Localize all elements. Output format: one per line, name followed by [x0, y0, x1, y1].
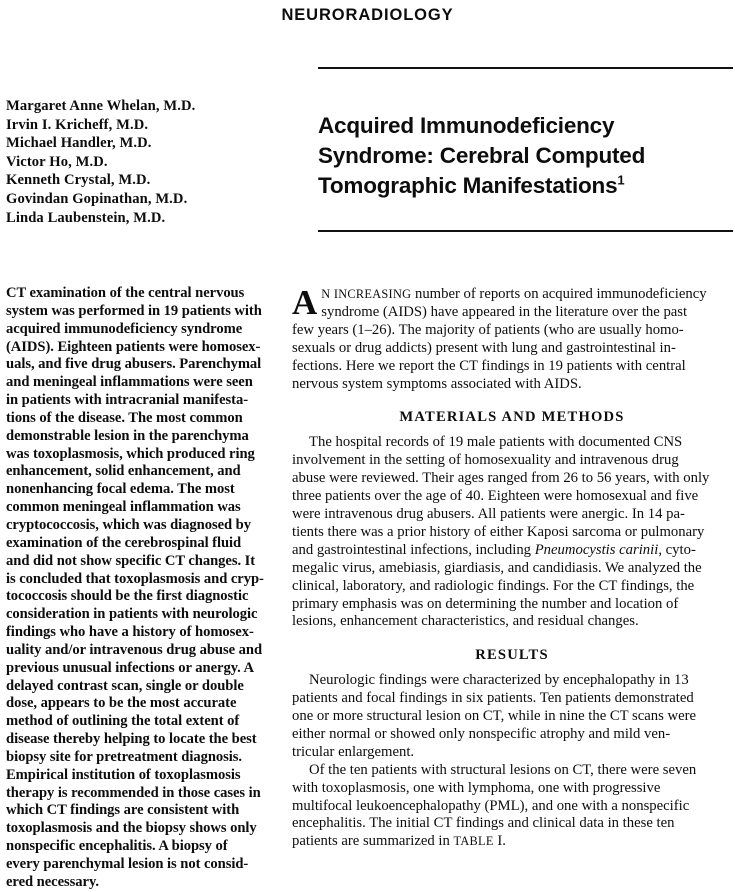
- abstract-line: every parenchymal lesion is not consid-: [6, 856, 249, 872]
- results-line: either normal or showed only nonspecific atrophy and mild ven-: [292, 725, 671, 742]
- abstract-line: examination of the cerebrospinal fluid: [6, 534, 242, 551]
- abstract-line: in patients with intracranial manifesta-: [6, 392, 249, 409]
- abstract-line: Empirical institution of toxoplasmosis: [6, 766, 241, 783]
- results-line-with-table-ref: [292, 833, 732, 851]
- author-name: Linda Laubenstein, M.D.: [6, 209, 166, 226]
- title-rule-top: [318, 67, 733, 69]
- intro-line: fections. Here we report the CT findings in 19 patients with central: [292, 357, 686, 374]
- author-name: Michael Handler, M.D.: [6, 135, 152, 152]
- intro-line: few years (1–26). The majority of patients (who are usually homo-: [292, 321, 684, 338]
- author-name: Margaret Anne Whelan, M.D.: [6, 98, 196, 114]
- abstract-line: previous unusual infections or anergy. A: [6, 659, 255, 676]
- intro-paragraph: [292, 283, 732, 393]
- abstract-line: findings who have a history of homosex-: [6, 624, 254, 641]
- materials-line: three patients over the age of 40. Eighteen were homosexual and five: [292, 488, 699, 505]
- species-name: Pneumocystis carinii: [534, 541, 659, 558]
- abstract-line: and meningeal inflammations were seen: [6, 374, 253, 391]
- abstract-line: dose, appears to be the most accurate: [6, 695, 237, 712]
- title-line-2: Syndrome: Cerebral Computed: [318, 143, 646, 169]
- body-column: [292, 283, 732, 851]
- abstract-line: (AIDS). Eighteen patients were homosex-: [6, 338, 261, 355]
- materials-line: lesions, enhancement characteristics, and residual changes.: [292, 613, 639, 630]
- intro-smallcaps: N INCREASING: [321, 287, 412, 301]
- abstract-line: toxoplasmosis and the biopsy shows only: [6, 820, 257, 837]
- abstract-line: and did not show specific CT changes. It: [6, 552, 256, 569]
- materials-paragraph: [292, 434, 732, 631]
- results-line: tricular enlargement.: [292, 743, 415, 760]
- abstract-line: disease thereby helping to locate the best: [6, 731, 257, 748]
- results-line: patients and focal findings in six patients. Ten patients demonstrated: [292, 690, 694, 707]
- abstract-line: tococcosis should be the first diagnostic: [6, 588, 249, 605]
- materials-line: The hospital records of 19 male patients with documented CNS: [309, 434, 683, 451]
- results-line: encephalitis. The initial CT findings and clinical data in these ten: [292, 815, 675, 832]
- author-name: Kenneth Crystal, M.D.: [6, 172, 151, 189]
- abstract-line: biopsy site for pretreatment diagnosis.: [6, 748, 243, 765]
- author-name: Govindan Gopinathan, M.D.: [6, 190, 188, 207]
- abstract-line: CT examination of the central nervous: [6, 285, 245, 301]
- abstract-line: uality and/or intravenous drug abuse and: [6, 641, 263, 658]
- results-line: with toxoplasmosis, one with lymphoma, one with progressive: [292, 779, 661, 796]
- abstract-line: method of outlining the total extent of: [6, 713, 240, 730]
- abstract-line: nonspecific encephalitis. A biopsy of: [6, 838, 228, 855]
- abstract-line: ered necessary.: [6, 873, 100, 890]
- results-line: multifocal leukoencephalopathy (PML), and one with a nonspecific: [292, 797, 690, 814]
- title-line-3: Tomographic Manifestations: [318, 173, 618, 199]
- abstract-line: enhancement, solid enhancement, and: [6, 463, 241, 480]
- results-paragraph-1: [292, 672, 732, 762]
- abstract-line: cryptococcosis, which was diagnosed by: [6, 516, 251, 533]
- materials-line: were intravenous drug abusers. All patients were anergic. In 14 pa-: [292, 505, 685, 522]
- abstract-line: nonenhancing focal edema. The most: [6, 481, 235, 498]
- drop-cap: A: [292, 283, 318, 322]
- abstract-line: common meningeal inflammation was: [6, 499, 241, 516]
- title-footnote-marker: 1: [617, 172, 625, 188]
- materials-line: , cyto-: [658, 541, 696, 558]
- abstract-line: which CT findings are consistent with: [6, 802, 240, 819]
- abstract-line: consideration in patients with neurologic: [6, 606, 258, 623]
- materials-line: megalic virus, amebiasis, giardiasis, and candidiasis. We analyzed the: [292, 559, 702, 576]
- materials-line-with-species: [292, 542, 732, 560]
- abstract-line: was toxoplasmosis, which produced ring: [6, 445, 255, 462]
- author-name: Victor Ho, M.D.: [6, 153, 108, 170]
- materials-line: abuse were reviewed. Their ages ranged from 26 to 56 years, with only: [292, 470, 710, 487]
- abstract-line: system was performed in 19 patients with: [6, 302, 262, 319]
- results-line: one or more structural lesion on CT, while in nine the CT scans were: [292, 708, 697, 725]
- materials-line: clinical, laboratory, and radiologic findings. For the CT findings, the: [292, 577, 695, 594]
- table-reference: TABLE: [453, 834, 494, 849]
- abstract-line: delayed contrast scan, single or double: [6, 677, 244, 694]
- materials-line: primary emphasis was on determining the number and location of: [292, 595, 679, 612]
- abstract: [6, 285, 264, 892]
- materials-line: and gastrointestinal infections, including: [292, 541, 535, 558]
- author-list: [6, 97, 276, 227]
- table-reference-number: I.: [493, 833, 506, 850]
- intro-line: number of reports on acquired immunodeficiency: [411, 286, 707, 302]
- abstract-line: is concluded that toxoplasmosis and cryp-: [6, 570, 264, 587]
- results-line: patients are summarized in: [292, 833, 454, 850]
- abstract-line: uals, and five drug abusers. Parenchymal: [6, 356, 262, 373]
- intro-line: sexuals or drug addicts) present with lung and gastrointestinal in-: [292, 339, 676, 356]
- materials-line: involvement in the setting of homosexuality and intravenous drug: [292, 452, 679, 469]
- abstract-line: demonstrable lesion in the parenchyma: [6, 427, 249, 444]
- title-line-1: Acquired Immunodeficiency: [318, 113, 615, 139]
- abstract-line: acquired immunodeficiency syndrome: [6, 320, 243, 337]
- abstract-line: tions of the disease. The most common: [6, 409, 243, 426]
- materials-line: tients there was a prior history of either Kaposi sarcoma or pulmonary: [292, 523, 705, 540]
- results-paragraph-2: [292, 762, 732, 852]
- abstract-line: therapy is recommended in those cases in: [6, 784, 261, 801]
- section-heading-results: RESULTS: [475, 647, 549, 664]
- results-line: Neurologic findings were characterized by encephalopathy in 13: [309, 672, 689, 689]
- author-name: Irvin I. Kricheff, M.D.: [6, 116, 149, 133]
- running-head: NEURORADIOLOGY: [281, 6, 454, 24]
- results-line: Of the ten patients with structural lesions on CT, there were seven: [309, 761, 697, 778]
- title-rule-bottom: [318, 230, 733, 232]
- intro-line: nervous system symptoms associated with AIDS.: [292, 375, 582, 392]
- article-title: [318, 111, 730, 201]
- section-heading-materials: MATERIALS AND METHODS: [399, 409, 625, 426]
- intro-line: syndrome (AIDS) have appeared in the literature over the past: [321, 303, 688, 320]
